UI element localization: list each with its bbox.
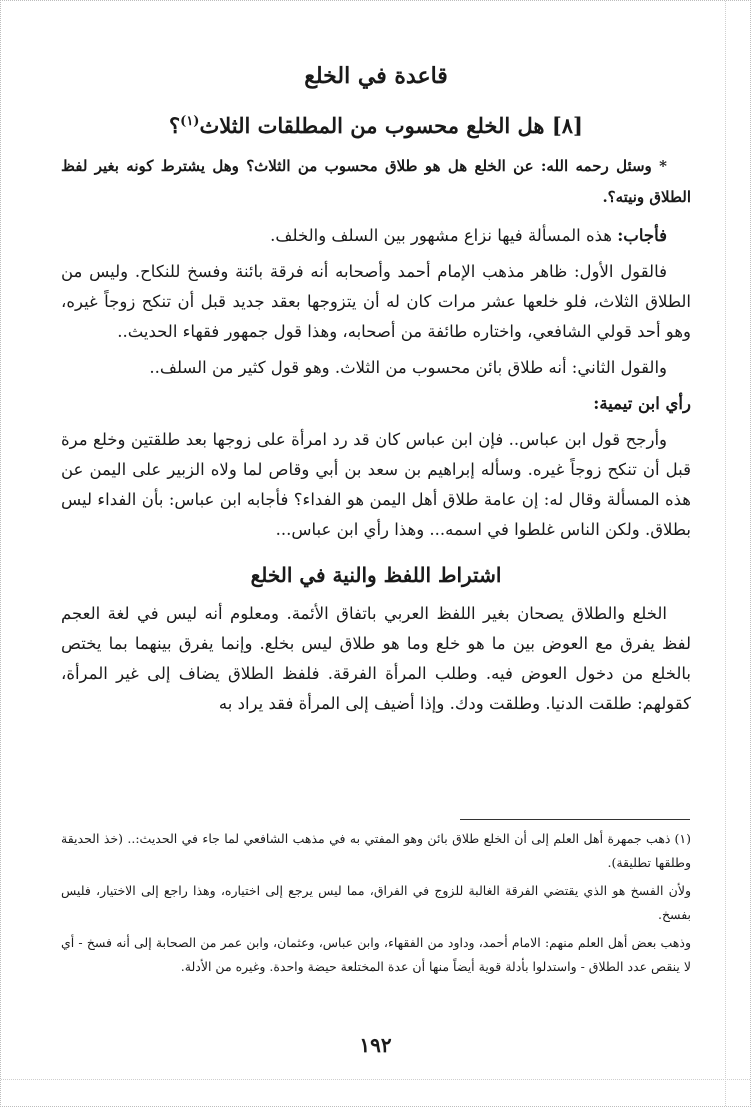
footnote-3 <box>61 931 691 979</box>
answer-lead: فأجاب: <box>617 226 667 245</box>
section-title-text: [٨] هل الخلع محسوب من المطلقات الثلاث <box>199 113 583 138</box>
opinion-1-paragraph: فالقول الأول: ظاهر مذهب الإمام أحمد وأصحابه أنه فرقة بائنة وفسخ للنكاح. وليس من الطلاق الثلاث، فلو خلعها عشر مرات كان له أن يتزوجها بعقد جديد قبل أن تنكح زوجاً غيره، وهو أحد قولي الشافعي، واختاره طائفة من أصحابه، وهذا قول جمهور فقهاء الحديث.. <box>61 262 691 341</box>
footnote-number: (١) <box>674 831 691 846</box>
section-title-end: ؟ <box>169 113 181 138</box>
footnote-text: وذهب بعض أهل العلم منهم: الامام أحمد، وداود من الفقهاء، وابن عباس، وعثمان، وابن عمر من الصحابة إلى أنه فسخ - أي لا ينقص عدد الطلاق - واستدلوا بأدلة قوية أيضاً منها أن عدة المختلعة حيضة واحدة. وغيره من الأدلة. <box>61 935 691 974</box>
main-text <box>61 59 691 725</box>
footnote-rule <box>460 819 690 820</box>
footnote-ref: (١) <box>180 114 200 129</box>
footnotes <box>61 827 691 983</box>
footnote-1 <box>61 827 691 875</box>
running-head: قاعدة في الخلع <box>304 63 448 89</box>
footnote-text: ولأن الفسخ هو الذي يقتضي الفرقة الغالبة للزوج في الفراق، مما ليس يرجع إلى اختياره، وهذا راجع إلى الاختيار، فليس بفسخ. <box>61 883 691 922</box>
section2-paragraph: الخلع والطلاق يصحان بغير اللفظ العربي باتفاق الأئمة. ومعلوم أنه ليس في لغة العجم لفظ يفرق مع العوض بين ما هو خلع وما هو طلاق ليس بخلع. وإنما يفرق بينهما بما يختص بالخلع من دخول العوض فيه. وطلب المرأة الفرقة. فلفظ الطلاق يضاف إلى غير المرأة، كقولهم: طلقت الدنيا. وطلقت ودك. وإذا أضيف إلى المرأة فقد يراد به <box>61 604 691 713</box>
view-heading: رأي ابن تيمية: <box>593 394 691 413</box>
answer-text: هذه المسألة فيها نزاع مشهور بين السلف والخلف. <box>270 226 612 245</box>
question-text: * وسئل رحمه الله: عن الخلع هل هو طلاق محسوب من الثلاث؟ وهل يشترط كونه بغير لفظ الطلاق ونيته؟. <box>61 157 691 206</box>
footnote-text: ذهب جمهرة أهل العلم إلى أن الخلع طلاق بائن وهو المفتي به في مذهب الشافعي لما جاء في الحديث:.. (خذ الحديقة وطلقها تطليقة). <box>61 831 691 870</box>
footnote-2 <box>61 879 691 927</box>
section2-title: اشتراط اللفظ والنية في الخلع <box>250 563 502 587</box>
section-title <box>61 105 691 143</box>
opinion-2-paragraph: والقول الثاني: أنه طلاق بائن محسوب من الثلاث. وهو قول كثير من السلف.. <box>149 358 667 377</box>
page-number: ١٩٢ <box>359 1033 392 1057</box>
answer-paragraph <box>61 221 691 251</box>
view-paragraph: وأرجح قول ابن عباس.. فإن ابن عباس كان قد رد امرأة على زوجها بعد طلقتين وخلع مرة قبل أن تنكح زوجاً غيره. وسأله إبراهيم بن سعد بن أبي وقاص لما ولاه الزبير على اليمن عن هذه المسألة وقال له: إن عامة طلاق أهل اليمن هو الفداء؟ فأجابه ابن عباس: بأن الفداء ليس بطلاق. ولكن الناس غلطوا في اسمه... وهذا رأي ابن عباس... <box>61 430 691 539</box>
